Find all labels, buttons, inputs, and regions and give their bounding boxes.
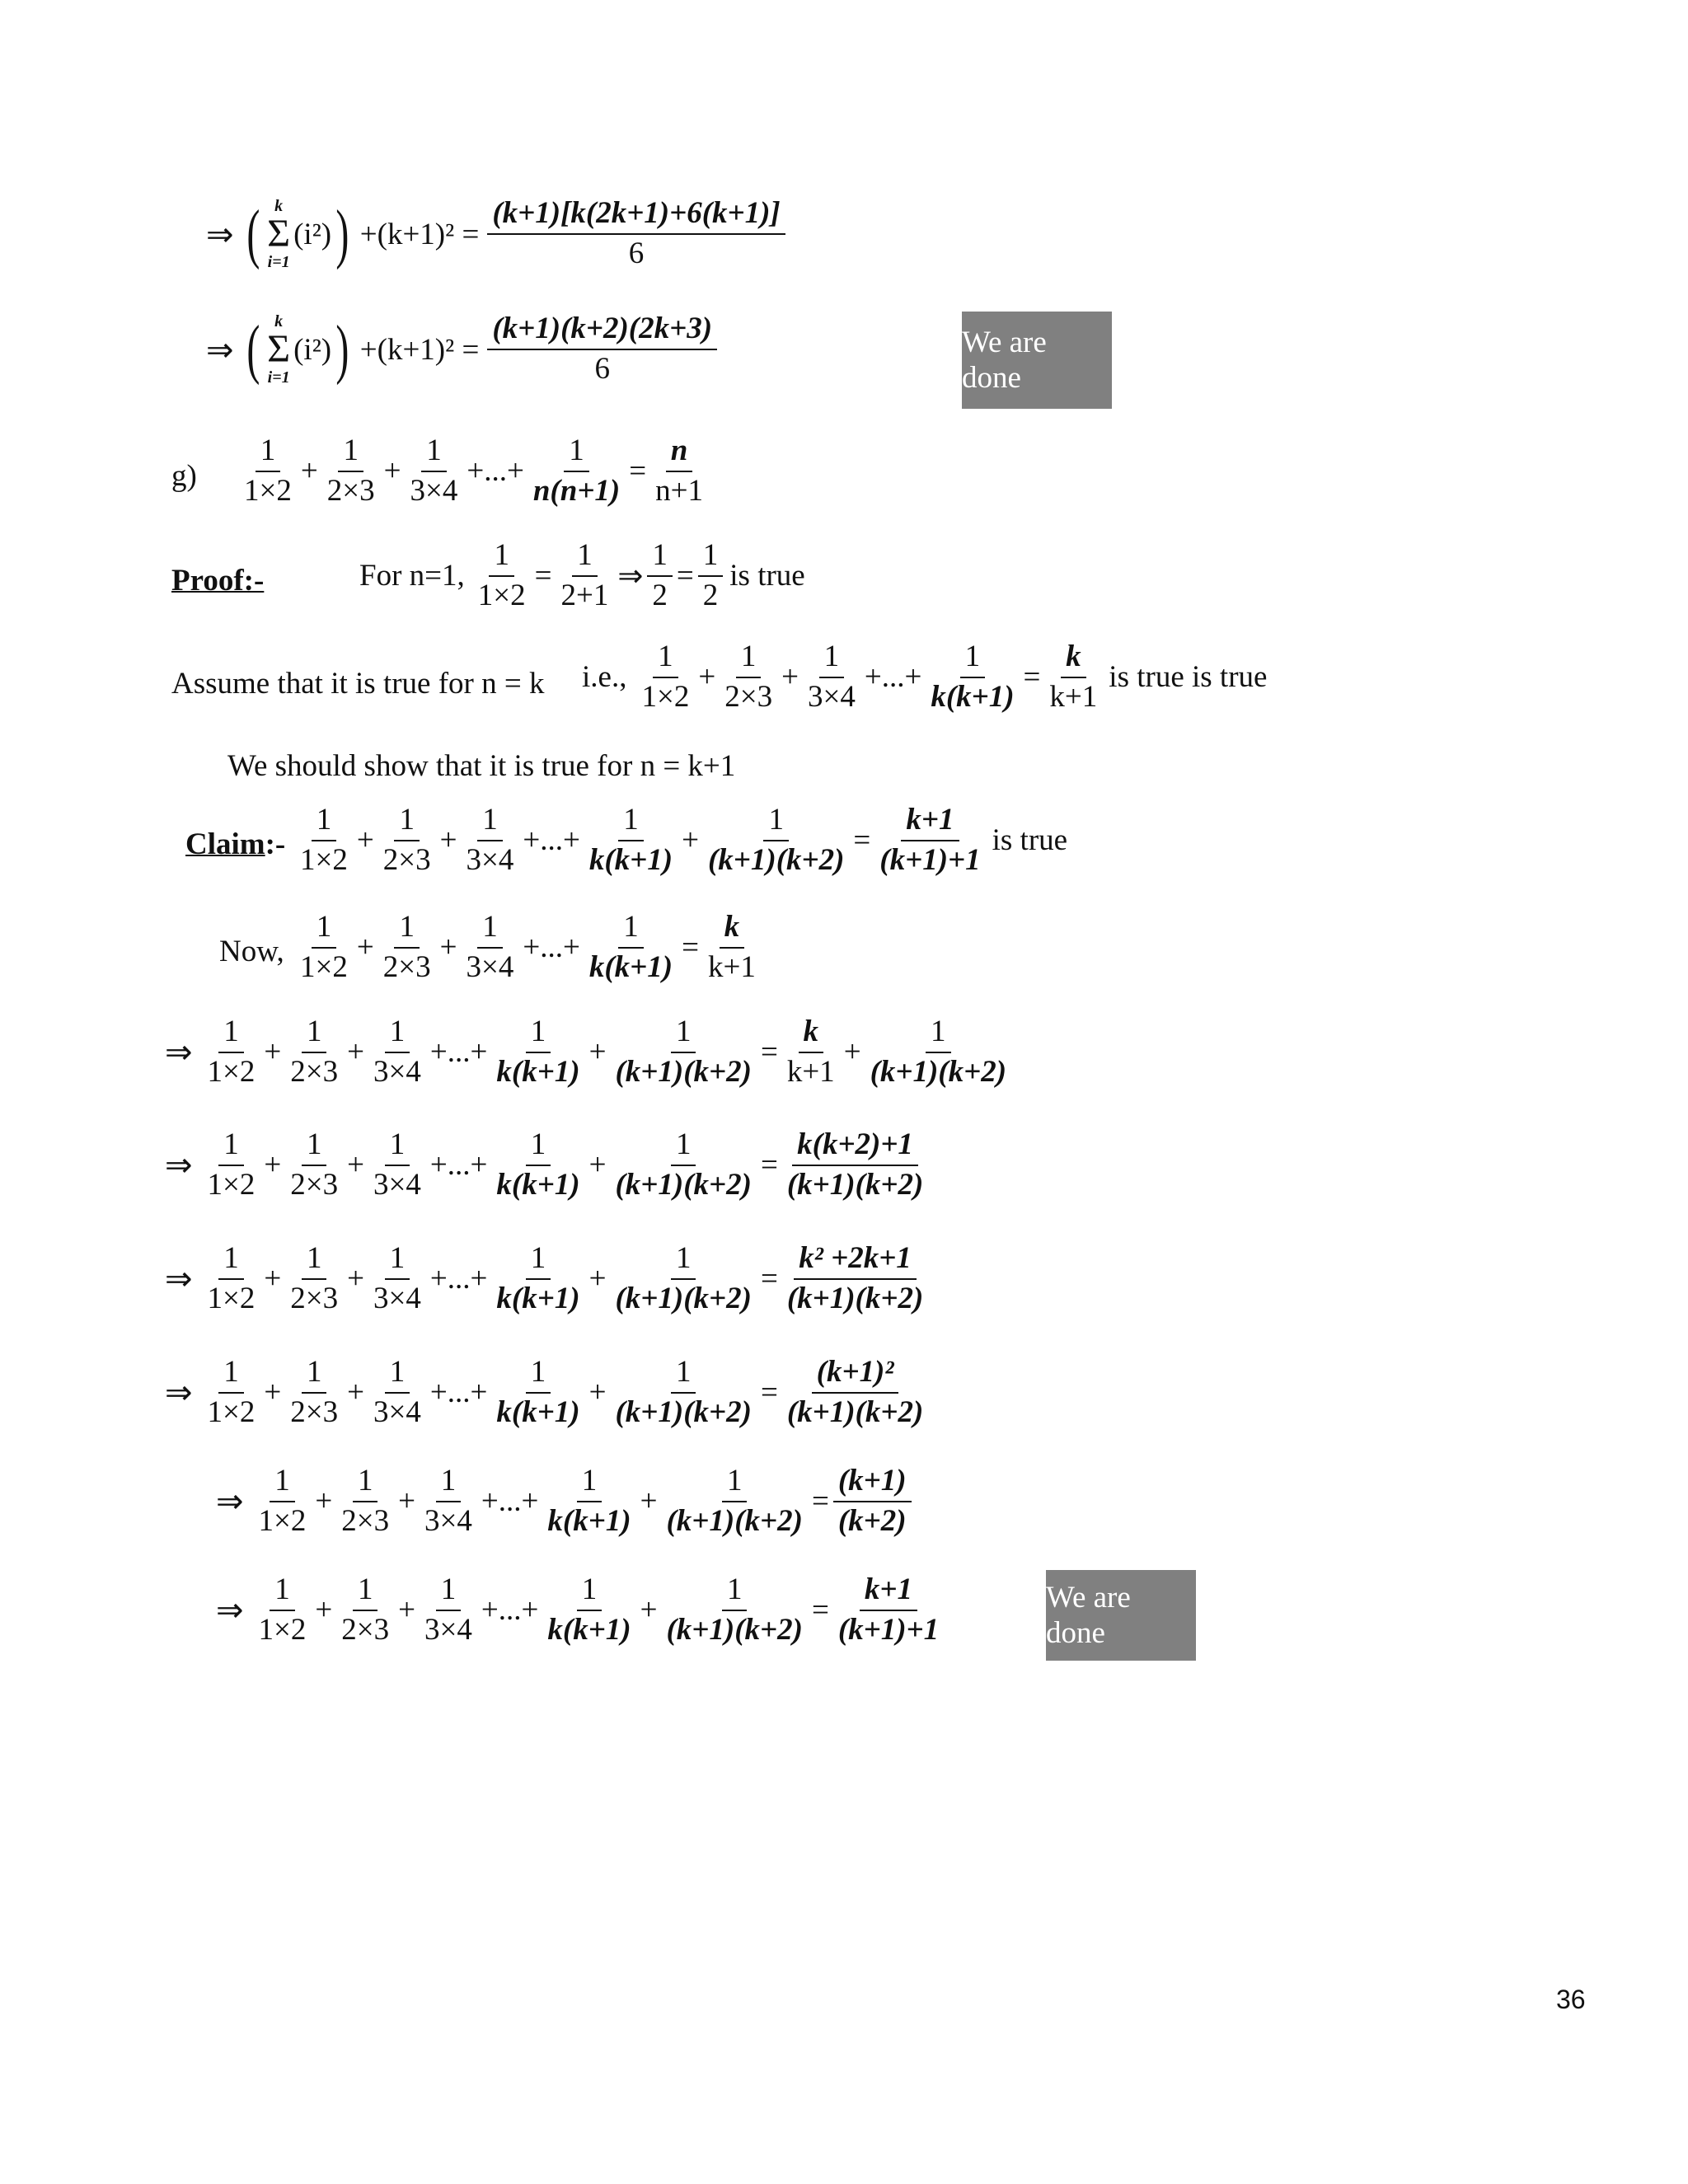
sigma-symbol: k Σ i=1 (267, 312, 291, 387)
now-equation: 1 1×2 + $\frac{1}{2\times 3}$ + $\frac{1}{3\times 4}$ +...+ $\frac{1}{k(k+1)}$ = $\frac{k}{k+1}$ (300, 910, 756, 984)
fraction: $\frac{(k+1)[k(2k+1)+6(k+1)]}{6}$ (487, 198, 785, 270)
step-5: ⇒ 1 1×2 + $\frac{1}{2\times 3}$ + $\frac{1}{3\times 4}$ +...+ $\frac{1}{k(k+1)}$ + $\frac{1}{(k+1)(k+2)}$ = $\frac{(k+1)}{(k+2)}$ (216, 1465, 913, 1538)
fraction: $\frac{(k+1)(k+2)(2k+3)}{6}$ (487, 313, 717, 386)
now-label: Now, (219, 935, 284, 968)
base-case: For n=1, $\frac{1}{1\times 2}$ = $\frac{1}{2+1}$ ⇒ $\frac{1}{2}$ = $\frac{1}{2}$ is true (359, 538, 805, 612)
claim-equation: 1 1×2 + $\frac{1}{2\times 3}$ + $\frac{1}{3\times 4}$ +...+ $\frac{1}{k(k+1)}$ + $\frac{1}{(k+1)(k+2)}$ = $\frac{k+1}{(k+1)+1}$ is true (300, 803, 1068, 877)
should-show-text: We should show that it is true for n = k+1 (227, 749, 736, 783)
implies-arrow: ⇒ (206, 330, 234, 368)
we-are-done-box-2: We are done (1046, 1570, 1196, 1661)
implies-arrow: ⇒ (206, 215, 234, 253)
part-g-label: g) (171, 459, 197, 493)
claim-label: Claim:- (185, 827, 286, 861)
sigma-symbol: k Σ i=1 (267, 197, 291, 271)
step-4: ⇒ 1 1×2 + $\frac{1}{2\times 3}$ + $\frac{1}{3\times 4}$ +...+ $\frac{1}{k(k+1)}$ + $\frac{1}{(k+1)(k+2)}$ = $\frac{\text{(k+1)²}}{(k+1)(k+2)}$ (165, 1355, 924, 1429)
we-are-done-box-1: We are done (962, 312, 1112, 409)
assume-text: Assume that it is true for n = k (171, 667, 545, 701)
part-g-statement: 1 1×2 + $\frac{1}{2\times 3}$ + $\frac{1}{3\times 4}$ +...+ $\frac{1}{n(n+1)}$ = $\frac{n}{n+1}$ (244, 434, 703, 508)
assumption-equation: i.e., 1 1×2 + $\frac{1}{2\times 3}$ + $\frac{1}{3\times 4}$ +...+ $\frac{1}{k(k+1)}$ = $\frac{k}{k+1}$ is true is true (582, 640, 1268, 714)
step-1: ⇒ 1 1×2 + $\frac{1}{2\times 3}$ + $\frac{1}{3\times 4}$ +...+ $\frac{1}{k(k+1)}$ + $\frac{1}{(k+1)(k+2)}$ = $\frac{k}{k+1}$ + $\frac{1}{(k+1)(k+2)}$ (165, 1015, 1007, 1089)
step-3: ⇒ 1 1×2 + $\frac{1}{2\times 3}$ + $\frac{1}{3\times 4}$ +...+ $\frac{1}{k(k+1)}$ + $\frac{1}{(k+1)(k+2)}$ = $\frac{\text{k² +2k+1}}{(k+1)(k+2)}$ (165, 1241, 924, 1315)
sum-step-line-1: ⇒ ( k Σ i=1 (i²) ) +(k+1)² = $\frac{(k+1)[k(2k+1)+6(k+1)]}{6}$ (206, 198, 787, 270)
sum-step-line-2: ⇒ ( k Σ i=1 (i²) ) +(k+1)² = $\frac{(k+1)(k+2)(2k+3)}{6}$ (206, 313, 719, 386)
step-2: ⇒ 1 1×2 + $\frac{1}{2\times 3}$ + $\frac{1}{3\times 4}$ +...+ $\frac{1}{k(k+1)}$ + $\frac{1}{(k+1)(k+2)}$ = $\frac{k(k+2)+1}{(k+1)(k+2)}$ (165, 1127, 924, 1202)
step-6: ⇒ 1 1×2 + $\frac{1}{2\times 3}$ + $\frac{1}{3\times 4}$ +...+ $\frac{1}{k(k+1)}$ + $\frac{1}{(k+1)(k+2)}$ = $\frac{k+1}{(k+1)+1}$ (216, 1572, 940, 1647)
page-number: 36 (1556, 1985, 1586, 2014)
proof-label: Proof:- (171, 564, 265, 598)
